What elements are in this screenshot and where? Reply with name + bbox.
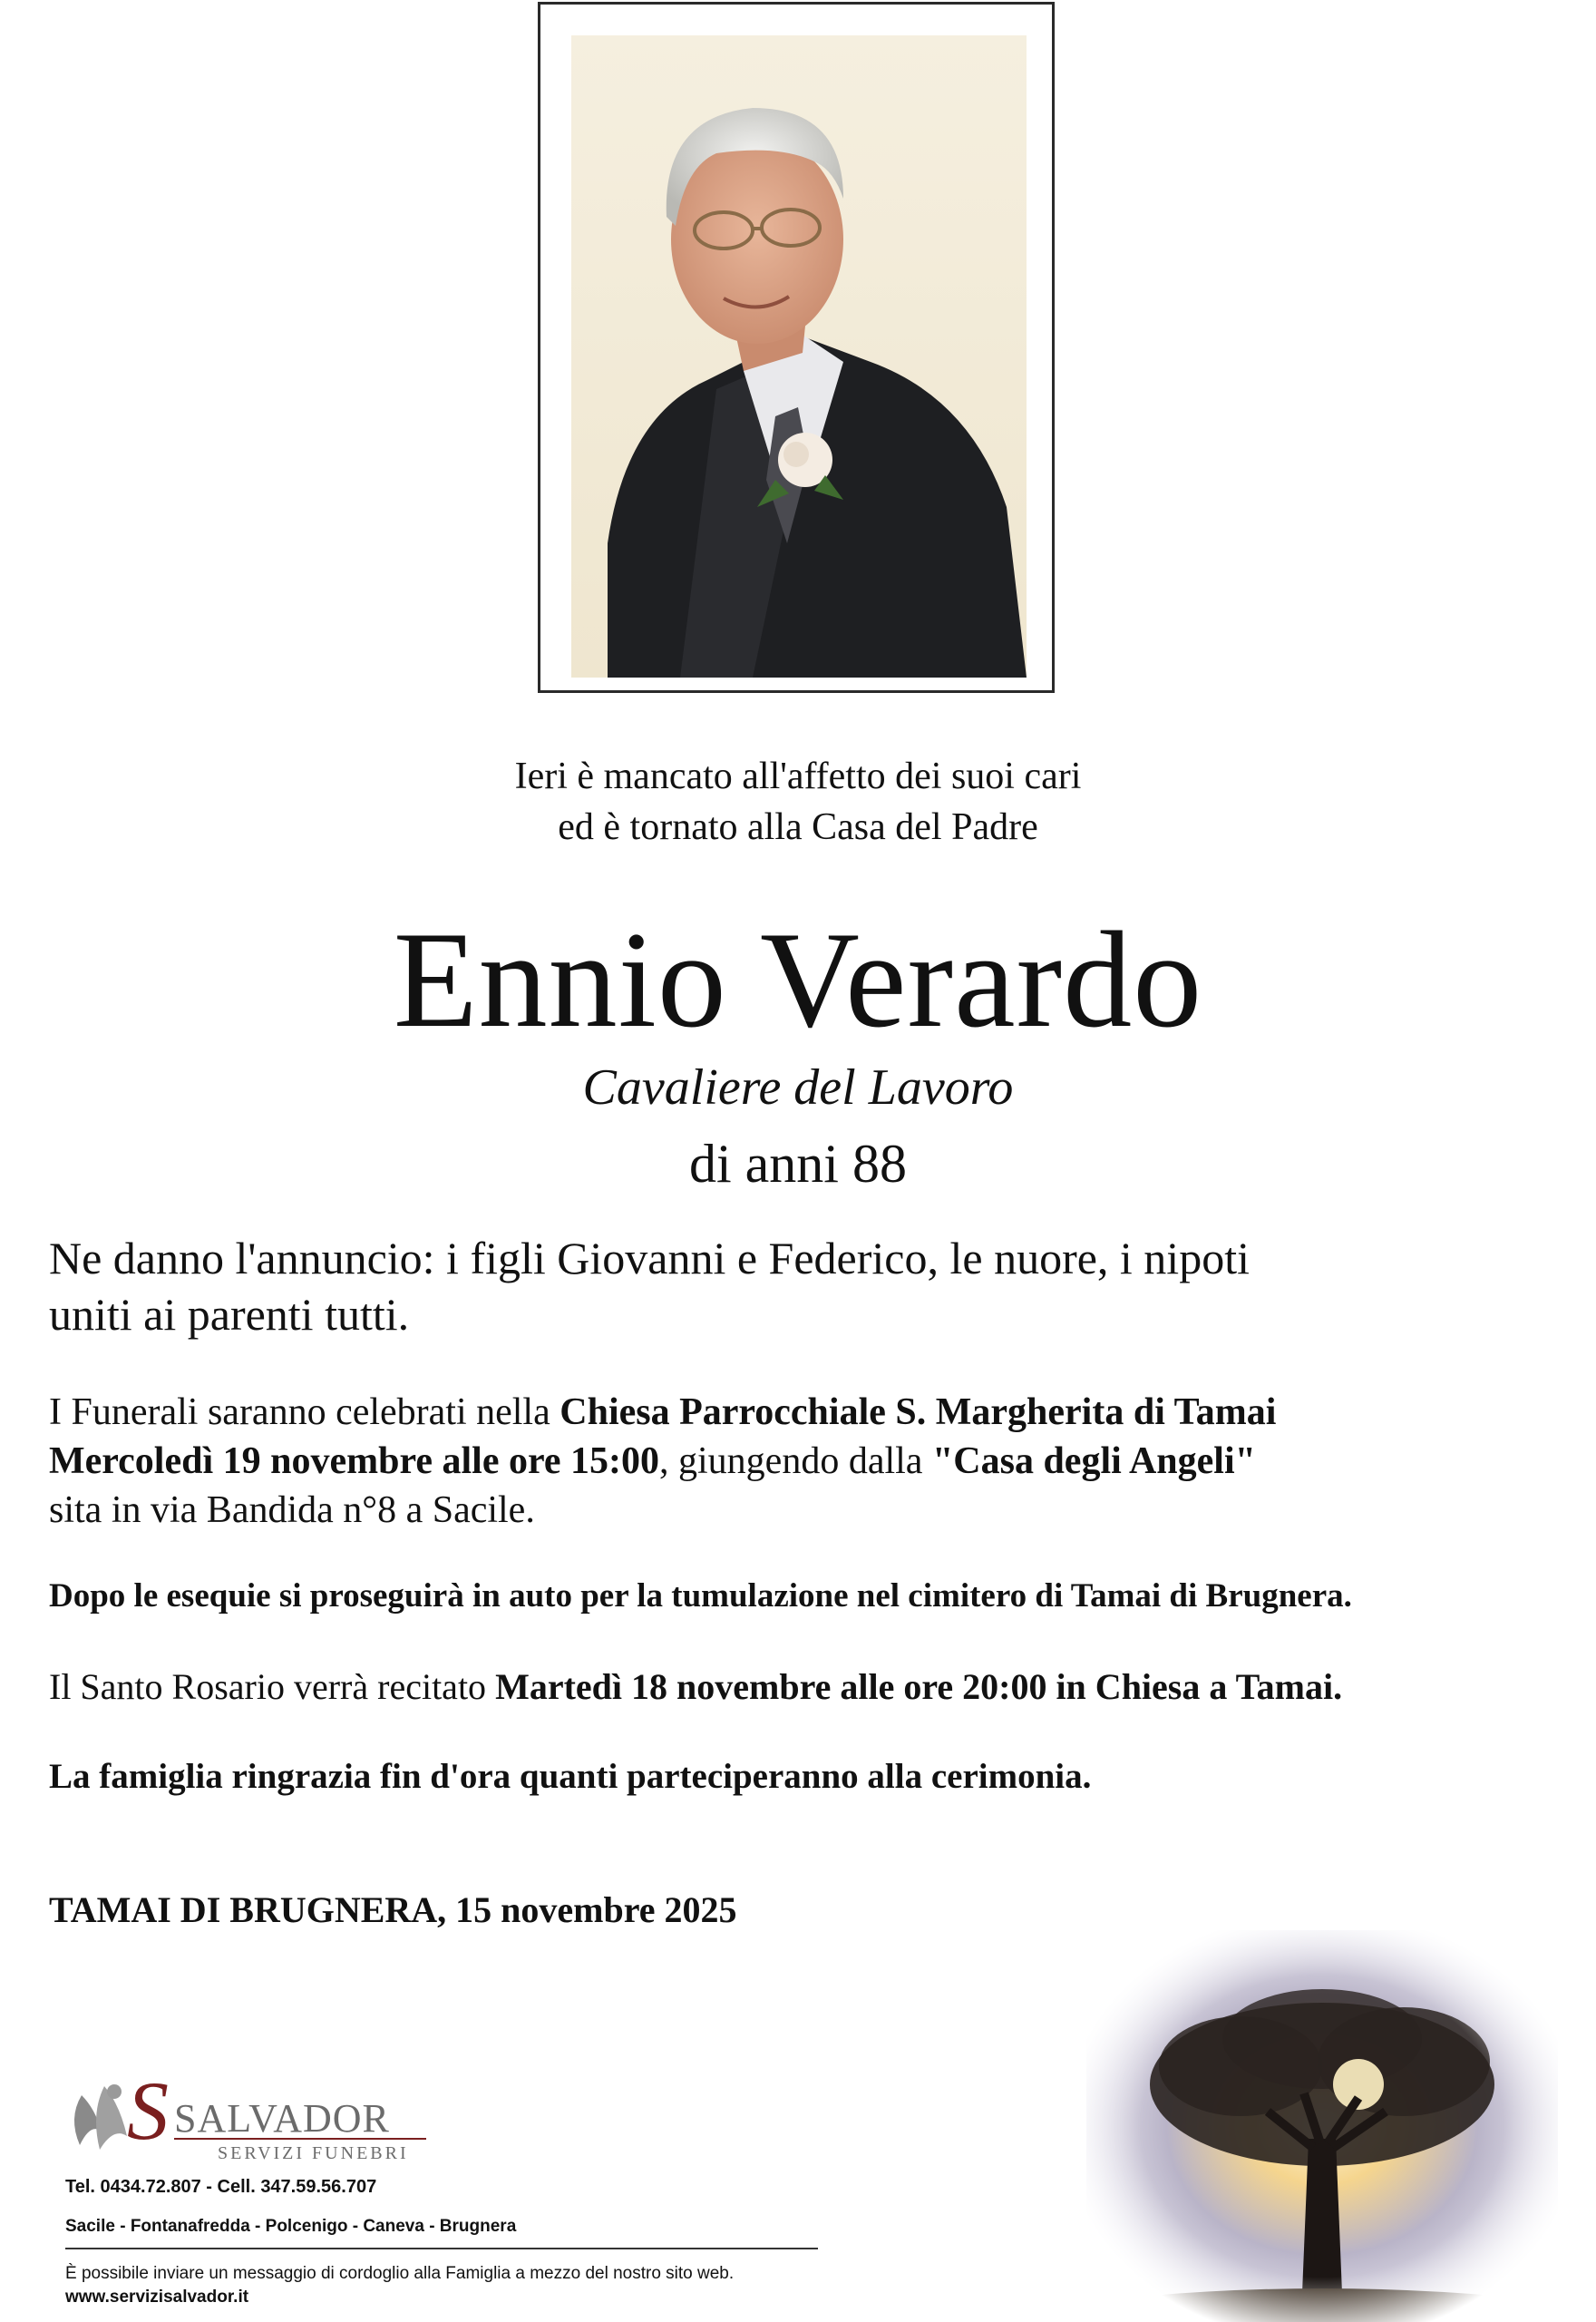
announcement-line-2: uniti ai parenti tutti. xyxy=(49,1289,410,1340)
funeral-church: Chiesa Parrocchiale S. Margherita di Tamai xyxy=(560,1391,1277,1433)
funeral-origin: "Casa degli Angeli" xyxy=(931,1440,1256,1482)
portrait-frame xyxy=(538,2,1055,693)
svg-text:S: S xyxy=(127,2068,169,2157)
divider xyxy=(65,2248,818,2249)
agency-locations: Sacile - Fontanafredda - Polcenigo - Caneva - Brugnera xyxy=(65,2217,517,2236)
funeral-info xyxy=(49,1388,1554,1535)
announcement-line-1: Ne danno l'annuncio: i figli Giovanni e Federico, le nuore, i nipoti xyxy=(49,1233,1250,1283)
rosary-prefix: Il Santo Rosario verrà recitato xyxy=(49,1666,496,1707)
funeral-prefix: I Funerali saranno celebrati nella xyxy=(49,1391,560,1433)
agency-website[interactable]: www.servizisalvador.it xyxy=(65,2288,249,2307)
condolence-note: È possibile inviare un messaggio di cordoglio alla Famiglia a mezzo del nostro sito web. xyxy=(65,2264,735,2283)
intro-line-1: Ieri è mancato all'affetto dei suoi cari xyxy=(514,756,1082,797)
rosary-info xyxy=(49,1663,1554,1711)
tree-sunset-image xyxy=(1086,1930,1558,2322)
agency-contact: Tel. 0434.72.807 - Cell. 347.59.56.707 xyxy=(65,2177,377,2197)
portrait-photo xyxy=(571,35,1027,678)
deceased-age: di anni 88 xyxy=(689,1134,907,1194)
salvador-logo xyxy=(63,2068,444,2170)
family-thanks: La famiglia ringrazia fin d'ora quanti parteciperanno alla cerimonia. xyxy=(49,1757,1092,1796)
deceased-honor: Cavaliere del Lavoro xyxy=(582,1059,1014,1116)
logo-name: SALVADOR xyxy=(174,2096,390,2141)
logo-subtitle: SERVIZI FUNEBRI xyxy=(218,2143,409,2163)
deceased-name: Ennio Verardo xyxy=(393,903,1203,1056)
intro-text xyxy=(0,751,1596,853)
place-date: TAMAI DI BRUGNERA, 15 novembre 2025 xyxy=(49,1889,737,1930)
intro-line-2: ed è tornato alla Casa del Padre xyxy=(558,806,1038,848)
funeral-datetime: Mercoledì 19 novembre alle ore 15:00 xyxy=(49,1440,660,1482)
rosary-detail: Martedì 18 novembre alle ore 20:00 in Chiesa a Tamai. xyxy=(495,1666,1343,1707)
burial-info: Dopo le esequie si proseguirà in auto per la tumulazione nel cimitero di Tamai di Brugnera. xyxy=(49,1577,1352,1615)
angel-icon xyxy=(74,2084,127,2150)
funeral-middle: , giungendo dalla xyxy=(659,1440,932,1482)
announcement xyxy=(49,1230,1554,1342)
funeral-address: sita in via Bandida n°8 a Sacile. xyxy=(49,1489,535,1531)
